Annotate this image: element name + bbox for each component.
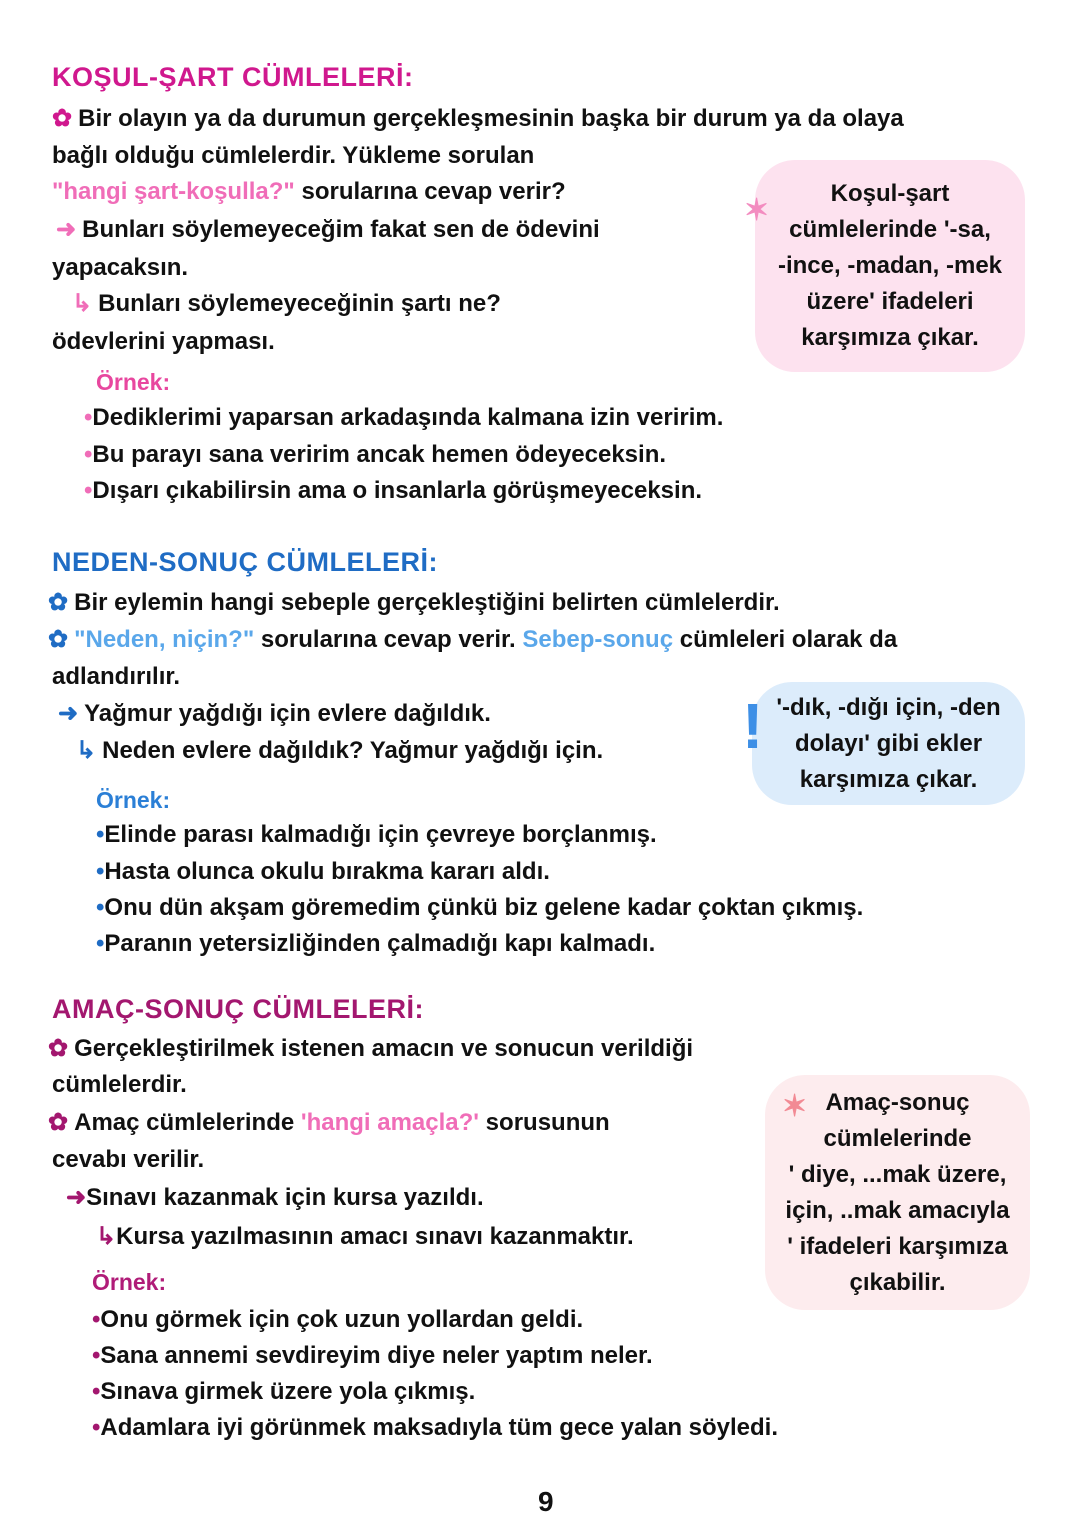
note-line: cümlelerinde '-sa, [789,216,991,243]
example-sentence [58,699,491,729]
text: Sana annemi sevdireyim diye neler yaptım neler. [100,1342,653,1369]
note-line: karşımıza çıkar. [801,324,979,351]
text: Gerçekleştirilmek istenen amacın ve sonucun verildiği [74,1035,694,1062]
text: Bunları söylemeyeceğim fakat sen de ödevini [82,216,600,243]
text: Bir eylemin hangi sebeple gerçekleştiğini belirten cümlelerdir. [74,589,780,616]
text: Dediklerimi yaparsan arkadaşında kalmana izin veririm. [92,404,724,431]
arrow-right-icon: ➜ [56,216,77,243]
flower-bullet-icon: ✿ [48,1035,69,1062]
example-label: Örnek: [96,787,171,813]
definition-line [48,625,897,655]
text: Paranın yetersizliğinden çalmadığı kapı kalmadı. [104,930,656,957]
dot-bullet-icon: • [96,930,105,957]
dot-bullet-icon: • [92,1414,101,1441]
curved-arrow-icon: ↳ [72,290,93,317]
note-line: üzere' ifadeleri [806,288,974,315]
term-highlight: Sebep-sonuç [522,626,674,653]
example-item [92,1305,583,1335]
definition-line: adlandırılır. [52,663,181,690]
flower-bullet-icon: ✿ [52,105,73,132]
dot-bullet-icon: • [96,894,105,921]
text: Yağmur yağdığı için evlere dağıldık. [84,700,491,727]
exclamation-icon: ! [742,690,764,762]
text: Bir olayın ya da durumun gerçekleşmesinin başka bir durum ya da olaya [78,105,904,132]
text: Amaç cümlelerinde [74,1109,301,1136]
definition-line [52,104,904,134]
note-line: -ince, -madan, -mek [777,252,1003,279]
note-box-neden-sonuc [752,682,1025,805]
example-label: Örnek: [96,369,171,395]
example-sentence: yapacaksın. [52,254,189,281]
note-line: için, ..mak amacıyla [785,1196,1010,1224]
note-line: Koşul-şart [830,180,950,207]
page-number: 9 [538,1486,554,1517]
flower-bullet-icon: ✿ [48,626,69,653]
definition-line [48,1034,693,1064]
text: Adamlara iyi görünmek maksadıyla tüm gece yalan söyledi. [100,1414,779,1441]
example-sentence [56,215,600,245]
example-answer: ödevlerini yapması. [52,328,275,355]
note-line: çıkabilir. [849,1268,946,1296]
example-question [96,1222,634,1252]
note-line: ' ifadeleri karşımıza [787,1232,1008,1260]
example-question [76,736,603,766]
text: Kursa yazılmasının amacı sınavı kazanmaktır. [116,1223,634,1250]
example-item [92,1413,778,1443]
text: Onu dün akşam göremedim çünkü biz gelene kadar çoktan çıkmış. [104,894,864,921]
dot-bullet-icon: • [92,1342,101,1369]
note-box-kosul-sart [755,160,1025,372]
text: sorusunun [479,1109,610,1136]
example-item [84,440,666,470]
example-item [96,857,550,887]
text: sorularına cevap verir? [294,178,566,205]
text: Bunları söylemeyeceğinin şartı ne? [98,290,501,317]
dot-bullet-icon: • [96,858,105,885]
text: Sınavı kazanmak için kursa yazıldı. [86,1184,484,1211]
example-item [92,1377,475,1407]
definition-line: cümlelerdir. [52,1071,187,1098]
dot-bullet-icon: • [92,1378,101,1405]
note-line: ' diye, ...mak üzere, [788,1160,1007,1188]
text: Onu görmek için çok uzun yollardan geldi. [100,1306,584,1333]
example-item [96,929,655,959]
example-item [92,1341,653,1371]
question-highlight: "hangi şart-koşulla?" [52,178,295,205]
section-title-kosul-sart: KOŞUL-ŞART CÜMLELERİ: [52,62,414,92]
example-item [96,893,863,923]
example-sentence [66,1183,484,1213]
curved-arrow-icon: ↳ [96,1223,117,1250]
note-line: karşımıza çıkar. [799,765,978,793]
example-item [96,820,657,850]
star-icon: ✶ [782,1090,808,1123]
arrow-right-icon: ➜ [58,700,79,727]
text: Hasta olunca okulu bırakma kararı aldı. [104,858,550,885]
text: Dışarı çıkabilirsin ama o insanlarla görüşmeyeceksin. [92,477,703,504]
example-item [84,476,702,506]
definition-line: cevabı verilir. [52,1146,205,1173]
dot-bullet-icon: • [84,404,93,431]
note-line: Amaç-sonuç [825,1088,970,1116]
text: cümleleri olarak da [673,626,898,653]
flower-bullet-icon: ✿ [48,1109,69,1136]
section-title-neden-sonuc: NEDEN-SONUÇ CÜMLELERİ: [52,547,438,577]
definition-line [48,588,780,618]
note-line: '-dık, -dığı için, -den [776,693,1001,721]
note-line: cümlelerinde [823,1124,972,1152]
note-line: dolayı' gibi ekler [794,729,983,757]
definition-line [52,177,566,207]
question-highlight: "Neden, niçin?" [74,626,255,653]
section-title-amac-sonuc: AMAÇ-SONUÇ CÜMLELERİ: [52,994,424,1024]
text: Bu parayı sana veririm ancak hemen ödeyeceksin. [92,441,667,468]
text: Sınava girmek üzere yola çıkmış. [100,1378,476,1405]
example-item [84,403,723,433]
text: sorularına cevap verir. [254,626,523,653]
dot-bullet-icon: • [96,821,105,848]
question-highlight: 'hangi amaçla?' [300,1109,480,1136]
example-question [72,289,501,319]
arrow-right-icon: ➜ [66,1184,87,1211]
definition-line [48,1108,610,1138]
text: Neden evlere dağıldık? Yağmur yağdığı için. [102,737,604,764]
flower-bullet-icon: ✿ [48,589,69,616]
curved-arrow-icon: ↳ [76,737,97,764]
dot-bullet-icon: • [92,1306,101,1333]
definition-line: bağlı olduğu cümlelerdir. Yükleme sorulan [52,142,535,169]
dot-bullet-icon: • [84,477,93,504]
text: Elinde parası kalmadığı için çevreye borçlanmış. [104,821,657,848]
dot-bullet-icon: • [84,441,93,468]
example-label: Örnek: [92,1269,167,1295]
star-icon: ✶ [744,194,770,227]
